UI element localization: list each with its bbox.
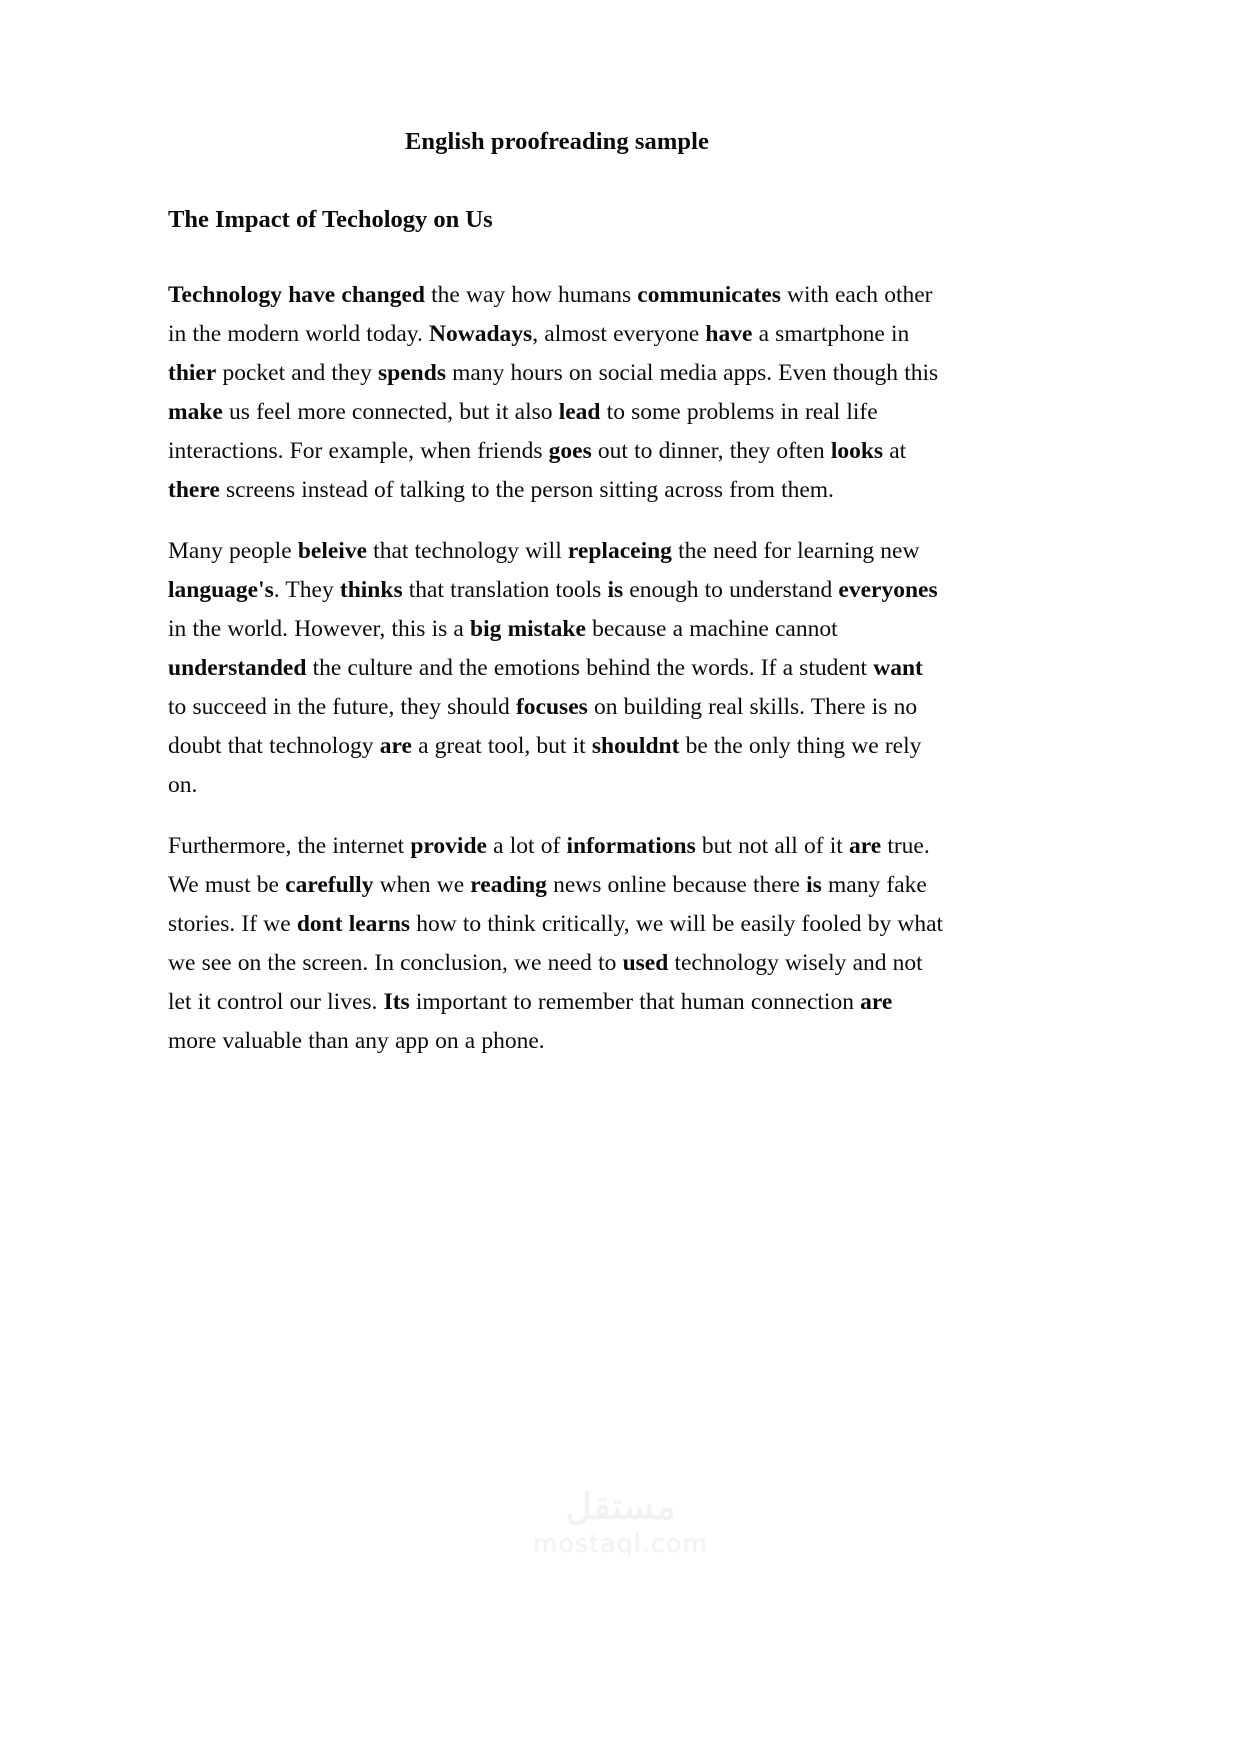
flagged-text: provide [410, 832, 487, 859]
body-text: when we [373, 871, 471, 898]
body-text: be the only thing we rely on. [168, 732, 922, 798]
flagged-text: thinks [339, 576, 403, 603]
watermark-arabic-logo: مستقل [565, 1485, 676, 1528]
body-text: Many people [168, 537, 298, 564]
body-text: , almost everyone [532, 320, 706, 347]
body-text: news online because there [546, 871, 807, 898]
flagged-text: Nowadays [429, 320, 533, 347]
flagged-text: shouldnt [591, 732, 680, 759]
flagged-text: used [622, 949, 669, 976]
flagged-text: goes [548, 437, 592, 464]
body-text: us feel more connected, but it also [222, 398, 559, 425]
body-text: many fake stories. If we [168, 871, 927, 937]
body-text: a great tool, but it [411, 732, 592, 759]
flagged-text: informations [566, 832, 696, 859]
flagged-text: have [705, 320, 753, 347]
flagged-text: is [607, 576, 624, 603]
flagged-text: carefully [285, 871, 374, 898]
flagged-text: replaceing [567, 537, 672, 564]
flagged-text: are [379, 732, 412, 759]
flagged-text: Technology have changed [168, 281, 425, 308]
flagged-text: lead [558, 398, 601, 425]
flagged-text: spends [378, 359, 446, 386]
body-text: to some problems in real life interactions. For example, when friends [168, 398, 878, 464]
body-text: in the world. However, this is a [168, 615, 471, 642]
body-text: Furthermore, the internet [168, 832, 411, 859]
body-text: more valuable than any app on a phone. [168, 1027, 545, 1054]
body-text: at [883, 437, 907, 464]
flagged-text: want [873, 654, 923, 681]
body-text: important to remember that human connection [409, 988, 861, 1015]
body-text: technology wisely and not let it control our lives. [168, 949, 923, 1015]
body-text: that translation tools [402, 576, 608, 603]
body-text: but not all of it [695, 832, 849, 859]
section-heading: The Impact of Techology on Us [168, 205, 493, 233]
flagged-text: looks [830, 437, 884, 464]
document-body [168, 126, 946, 1083]
flagged-text: is [806, 871, 822, 898]
paragraph-1 [168, 276, 946, 510]
body-text: many hours on social media apps. Even though this [445, 359, 939, 386]
flagged-text: reading [470, 871, 547, 898]
mostaql-watermark [0, 1485, 1241, 1558]
flagged-text: understanded [168, 654, 307, 681]
flagged-text: Its [383, 988, 410, 1015]
flagged-text: make [168, 398, 223, 425]
page-title: English proofreading sample [404, 128, 710, 155]
flagged-text: there [168, 476, 220, 503]
body-text: to succeed in the future, they should [168, 693, 516, 720]
body-text: . They [273, 576, 340, 603]
body-text: the need for learning new [671, 537, 920, 564]
body-text: true. We must be [168, 832, 930, 898]
flagged-text: thier [168, 359, 217, 386]
body-text: a lot of [486, 832, 567, 859]
flagged-text: are [848, 832, 882, 859]
body-text: with each other in the modern world today. [168, 281, 933, 347]
body-text: pocket and they [216, 359, 379, 386]
body-text: screens instead of talking to the person sitting across from them. [219, 476, 834, 503]
flagged-text: big mistake [470, 615, 586, 642]
flagged-text: dont learns [296, 910, 411, 937]
flagged-text: communicates [637, 281, 781, 308]
body-text: that technology will [367, 537, 568, 564]
paragraph-2 [168, 532, 946, 805]
body-text: because a machine cannot [585, 615, 838, 642]
body-text: on building real skills. There is no doubt that technology [168, 693, 918, 759]
body-text: how to think critically, we will be easily fooled by what we see on the screen. In conclusion, we need to [168, 910, 944, 976]
paragraph-3 [168, 827, 946, 1061]
flagged-text: everyones [838, 576, 938, 603]
body-text: the way how humans [424, 281, 638, 308]
flagged-text: focuses [515, 693, 588, 720]
body-text: out to dinner, they often [591, 437, 831, 464]
flagged-text: beleive [297, 537, 367, 564]
body-text: the culture and the emotions behind the words. If a student [306, 654, 874, 681]
watermark-domain: mostaql.com [532, 1528, 709, 1558]
body-text: a smartphone in [752, 320, 910, 347]
flagged-text: language's [168, 576, 274, 603]
body-text: enough to understand [623, 576, 839, 603]
flagged-text: are [860, 988, 893, 1015]
